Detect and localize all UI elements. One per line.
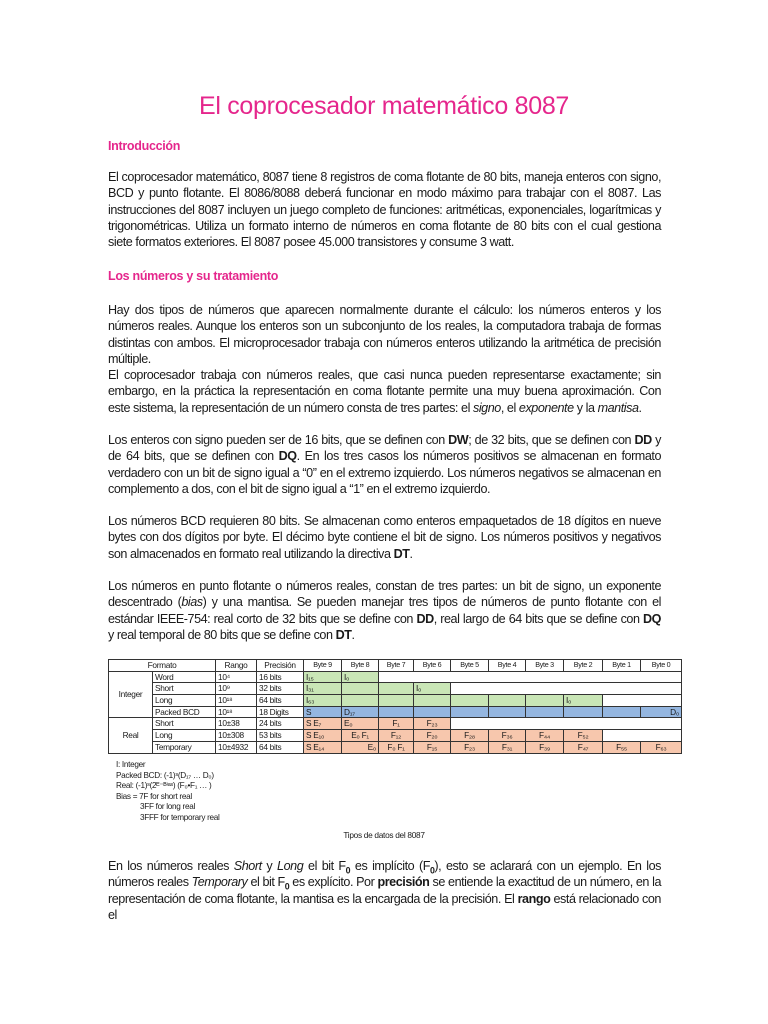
bit-field bbox=[451, 706, 489, 718]
table-row bbox=[109, 671, 682, 683]
range-value: 10⁴ bbox=[216, 671, 257, 683]
header-rango: Rango bbox=[216, 660, 257, 672]
bit-field bbox=[526, 695, 564, 707]
format-name: Long bbox=[153, 730, 216, 742]
header-formato: Formato bbox=[109, 660, 216, 672]
range-value: 10¹⁸ bbox=[216, 706, 257, 718]
paragraph-real-numbers: El coprocesador trabaja con números reales, que casi nunca pueden representarse exactamente; sin embargo, en la práctica la representación en coma flotante permite una muy buena aproximación. Con este sistema, la representación de un número consta de tres partes: el signo, el exponente y la mantisa. bbox=[108, 368, 661, 415]
format-name: Temporary bbox=[153, 741, 216, 753]
paragraph-implicit-bit: En los números reales Short y Long el bit $F_0$ es implícito $(F_0)$, esto se aclarará con un ejemplo. En los números reales Temporary el bit $F_0$ es explícito. Por precisión se entiende la exactitud de un número, en la representación de coma flotante, la mantisa es la encargada de la precisión. El rango está relacionado con el bbox=[108, 859, 661, 922]
empty-cell bbox=[603, 695, 682, 707]
header-byte-7: Byte 7 bbox=[379, 660, 414, 672]
range-value: 10⁹ bbox=[216, 683, 257, 695]
bit-field: F₃₁ bbox=[489, 741, 526, 753]
range-value: 10±38 bbox=[216, 718, 257, 730]
bit-field: F₂₃ bbox=[414, 718, 451, 730]
bit-field: I₀ bbox=[564, 695, 603, 707]
format-name: Packed BCD bbox=[153, 706, 216, 718]
bit-field bbox=[603, 706, 641, 718]
table-caption: Tipos de datos del 8087 bbox=[343, 830, 425, 840]
bit-field: E₀ bbox=[342, 718, 379, 730]
header-byte-1: Byte 1 bbox=[603, 660, 641, 672]
header-byte-4: Byte 4 bbox=[489, 660, 526, 672]
bit-field bbox=[489, 695, 526, 707]
range-value: 10±4932 bbox=[216, 741, 257, 753]
precision-value: 64 bits bbox=[257, 741, 304, 753]
bit-field: I₀ bbox=[342, 671, 379, 683]
empty-cell bbox=[451, 683, 682, 695]
bit-field: F₂₀ bbox=[414, 730, 451, 742]
bit-field: F₁ bbox=[379, 718, 414, 730]
header-byte-6: Byte 6 bbox=[414, 660, 451, 672]
header-byte-9: Byte 9 bbox=[304, 660, 342, 672]
empty-cell bbox=[379, 671, 682, 683]
bit-field bbox=[414, 695, 451, 707]
format-name: Short bbox=[153, 683, 216, 695]
bit-field: F₅₂ bbox=[564, 730, 603, 742]
data-types-table bbox=[108, 659, 682, 754]
header-byte-5: Byte 5 bbox=[451, 660, 489, 672]
precision-value: 53 bits bbox=[257, 730, 304, 742]
bit-field: F₁₂ bbox=[379, 730, 414, 742]
empty-cell bbox=[451, 718, 682, 730]
bit-field: S bbox=[304, 706, 342, 718]
precision-value: 24 bits bbox=[257, 718, 304, 730]
integer-group-label: Integer bbox=[109, 671, 153, 718]
page-title: El coprocesador matemático 8087 bbox=[198, 92, 570, 120]
bit-field bbox=[451, 695, 489, 707]
table-notes bbox=[116, 760, 220, 824]
bit-field bbox=[342, 683, 379, 695]
empty-cell bbox=[603, 730, 682, 742]
bit-field: F₃₆ bbox=[489, 730, 526, 742]
precision-value: 18 Digits bbox=[257, 706, 304, 718]
bit-field bbox=[379, 683, 414, 695]
table-row bbox=[109, 730, 682, 742]
bit-field: F₆₃ bbox=[641, 741, 682, 753]
table-row bbox=[109, 695, 682, 707]
header-precision: Precisión bbox=[257, 660, 304, 672]
format-name: Short bbox=[153, 718, 216, 730]
table-row bbox=[109, 683, 682, 695]
bit-field bbox=[414, 706, 451, 718]
bit-field: E₀ F₁ bbox=[342, 730, 379, 742]
bit-field: S E₁₀ bbox=[304, 730, 342, 742]
bit-field bbox=[489, 706, 526, 718]
header-byte-8: Byte 8 bbox=[342, 660, 379, 672]
header-byte-0: Byte 0 bbox=[641, 660, 682, 672]
table-row bbox=[109, 706, 682, 718]
bit-field: D₁₇ bbox=[342, 706, 379, 718]
range-value: 10¹⁸ bbox=[216, 695, 257, 707]
paragraph-bcd: Los números BCD requieren 80 bits. Se almacenan como enteros empaquetados de 18 dígitos en nueve bytes con dos dígitos por byte. El décimo byte contiene el bit de signo. Los números positivos y negativos son almacenados en formato real utilizando la directiva DT. bbox=[108, 514, 661, 561]
precision-value: 16 bits bbox=[257, 671, 304, 683]
paragraph-signed-integers: Los enteros con signo pueden ser de 16 bits, que se definen con DW; de 32 bits, que se definen con DD y de 64 bits, que se definen con DQ. En los tres casos los números positivos se almacenan en formato verdadero con un bit de signo igual a “0” en el extremo izquierdo. Los números negativos se almacenan en complemento a dos, con el bit de signo igual a “1” en el extremo izquierdo. bbox=[108, 433, 662, 496]
bit-field: D₀ bbox=[641, 706, 682, 718]
paragraph-intro: El coprocesador matemático, 8087 tiene 8 registros de coma flotante de 80 bits, maneja enteros con signo, BCD y punto flotante. El 8086/8088 deberá funcionar en modo máximo para trabajar con el 8087. Las instrucciones del 8087 incluyen un juego completo de funciones: aritméticas, exponenciales, logarítmicas y trigonométricas. Utiliza un formato interno de números en coma flotante de 80 bits con el cual gestiona siete formatos exteriores. El 8087 posee 45.000 transistores y consume 3 watt. bbox=[108, 170, 661, 250]
bit-field bbox=[379, 695, 414, 707]
table-row bbox=[109, 718, 682, 730]
format-name: Long bbox=[153, 695, 216, 707]
note-line: Bias = 7F for short real bbox=[116, 791, 192, 801]
bit-field: S E₇ bbox=[304, 718, 342, 730]
bit-field: F₄₄ bbox=[526, 730, 564, 742]
bit-field: F₅₅ bbox=[603, 741, 641, 753]
bit-field: I₁₅ bbox=[304, 671, 342, 683]
table-row bbox=[109, 741, 682, 753]
header-byte-3: Byte 3 bbox=[526, 660, 564, 672]
precision-value: 32 bits bbox=[257, 683, 304, 695]
bit-field: I₆₃ bbox=[304, 695, 342, 707]
section-heading-numbers: Los números y su tratamiento bbox=[108, 269, 279, 283]
bit-field: E₀ bbox=[342, 741, 379, 753]
bit-field: F₄₇ bbox=[564, 741, 603, 753]
section-heading-intro: Introducción bbox=[108, 139, 181, 153]
paragraph-floating-point: Los números en punto flotante o números reales, constan de tres partes: un bit de signo, un exponente descentrado (bias) y una mantisa. Se pueden manejar tres tipos de números de punto flotante con el estándar IEEE-754: real corto de 32 bits que se define con DD, real largo de 64 bits que se define con DQ y real temporal de 80 bits que se define con DT. bbox=[108, 579, 661, 642]
table-header-row bbox=[109, 660, 682, 672]
bit-field: F₃₉ bbox=[526, 741, 564, 753]
note-line: I: Integer bbox=[116, 760, 146, 769]
bit-field: F₂₃ bbox=[451, 741, 489, 753]
paragraph-number-types: Hay dos tipos de números que aparecen normalmente durante el cálculo: los números enteros y los números reales. Aunque los enteros son un subconjunto de los reales, la computadora trabaja de formas distintas con ambos. El microprocesador trabaja con números enteros utilizando la aritmética de precisión múltiple. bbox=[108, 303, 661, 366]
note-line: Real: (-1)ˢ(2ᴱ⁻ᴮⁱᵃˢ) (F₀•F₁ … ) bbox=[116, 781, 212, 791]
note-line: Packed BCD: (-1)ˢ(D₁₇ … D₀) bbox=[116, 770, 214, 780]
real-group-label: Real bbox=[109, 718, 153, 753]
bit-field bbox=[379, 706, 414, 718]
header-byte-2: Byte 2 bbox=[564, 660, 603, 672]
bit-field bbox=[564, 706, 603, 718]
format-name: Word bbox=[153, 671, 216, 683]
bit-field: I₀ bbox=[414, 683, 451, 695]
bit-field: F₀ F₁ bbox=[379, 741, 414, 753]
note-line: 3FFF for temporary real bbox=[140, 812, 220, 822]
range-value: 10±308 bbox=[216, 730, 257, 742]
bit-field bbox=[342, 695, 379, 707]
bit-field: S E₁₄ bbox=[304, 741, 342, 753]
bit-field: F₁₅ bbox=[414, 741, 451, 753]
bit-field bbox=[526, 706, 564, 718]
precision-value: 64 bits bbox=[257, 695, 304, 707]
bit-field: F₂₈ bbox=[451, 730, 489, 742]
bit-field: I₃₁ bbox=[304, 683, 342, 695]
note-line: 3FF for long real bbox=[140, 802, 195, 812]
